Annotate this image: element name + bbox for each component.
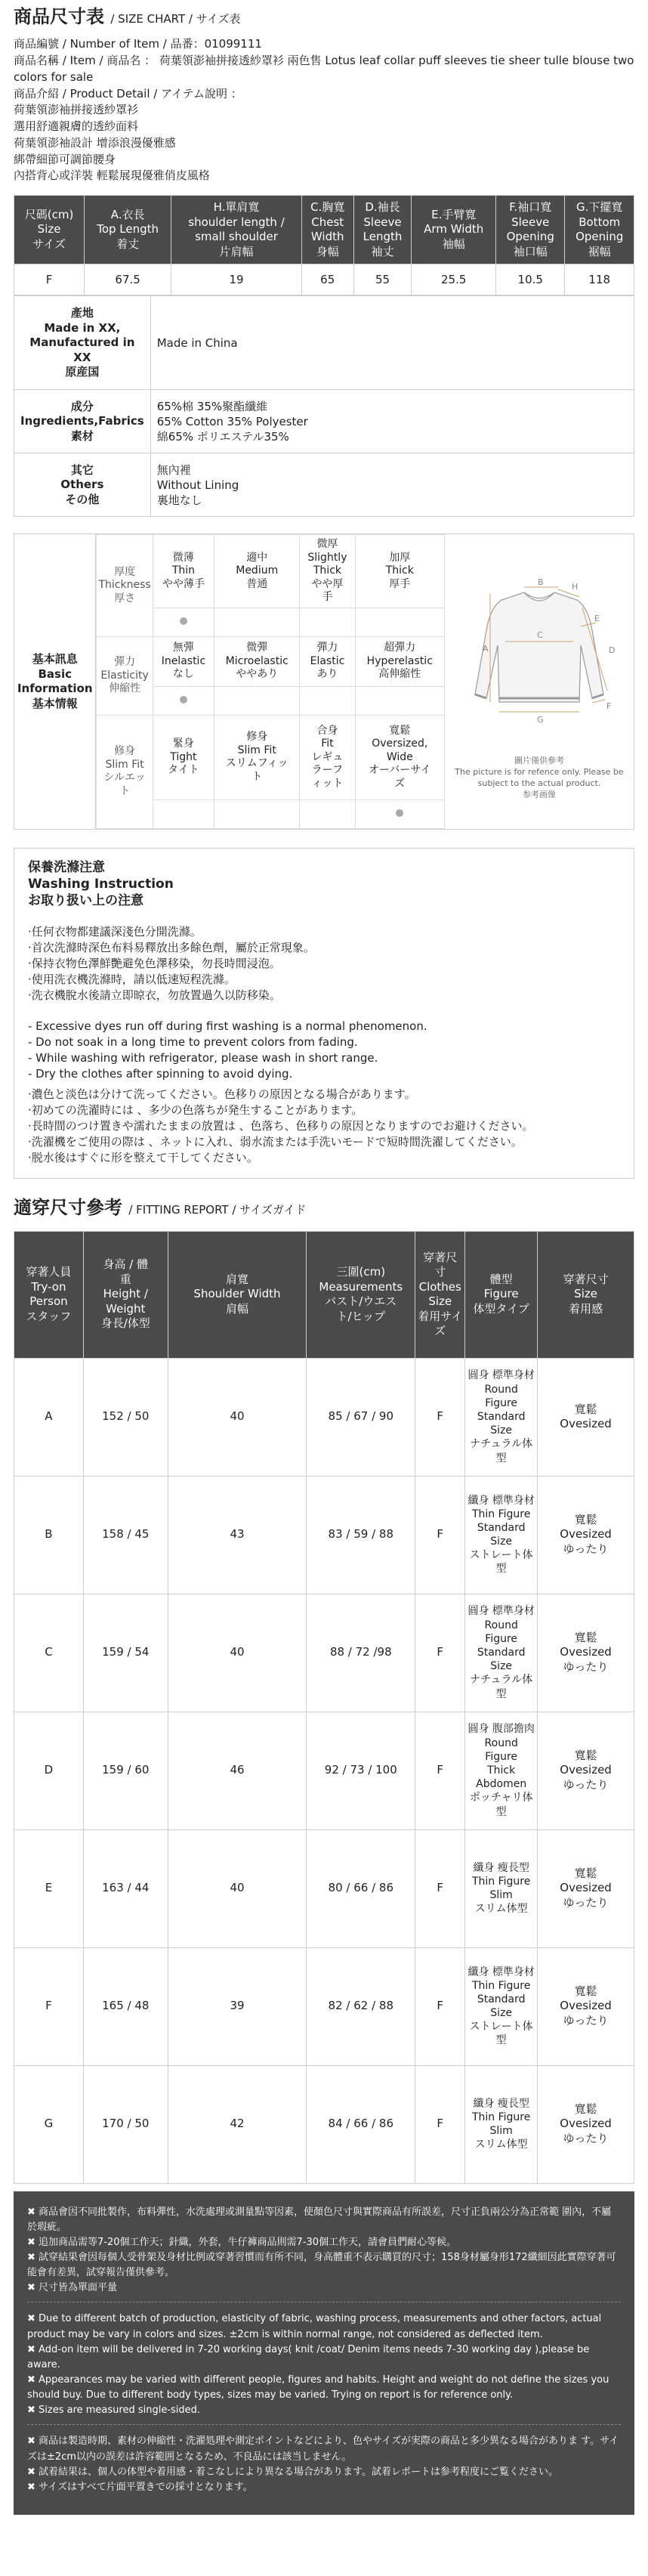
page bbox=[0, 5, 648, 2530]
diagram-letter-a: A bbox=[483, 644, 489, 654]
diagram-letter-c: C bbox=[537, 630, 543, 641]
other-value: 無內裡 Without Lining 裏地なし bbox=[150, 453, 634, 517]
note-line: ✖ Due to different batch of production, elasticity of fabric, washing process, measurements and other factors, actual product may be vary in colors and sizes. ±2cm is within normal range, not considered as deflected item. bbox=[27, 2313, 602, 2340]
figure-cell: 纖身 標準身材 Thin Figure Standard Size ストレート体 型 bbox=[465, 1476, 538, 1594]
size-table bbox=[14, 195, 634, 295]
washing-ja bbox=[28, 1087, 620, 1166]
figure-cell: 纖身 瘦長型 Thin Figure Slim スリム体型 bbox=[465, 2065, 538, 2183]
washing-en bbox=[28, 1019, 620, 1082]
fit-feel-header: 穿著尺寸 Size 着用感 bbox=[538, 1231, 634, 1358]
note-line: ✖ 追加商品需等7-20個工作天；針織，外套，牛仔褲商品則需7-30個工作天，請會員們耐心等候。 bbox=[27, 2236, 457, 2248]
shoulder-width-cell: 46 bbox=[168, 1712, 307, 1829]
sweater-diagram-icon bbox=[452, 562, 626, 751]
fit-indicator bbox=[300, 799, 355, 828]
diagram-letter-b: B bbox=[538, 577, 544, 588]
elasticity-indicator bbox=[153, 686, 214, 715]
fit-feel-cell: 寬鬆 Ovesized ゆったり bbox=[538, 1594, 634, 1712]
thickness-option-thin: 微薄 Thin やや薄手 bbox=[153, 535, 214, 608]
try-on-person-header: 穿著人員 Try-on Person スタッフ bbox=[14, 1231, 84, 1358]
basic-info-label: 基本訊息 Basic Information 基本情報 bbox=[14, 534, 96, 829]
product-detail-line: 荷葉領澎袖拼接透紗罩衫 bbox=[14, 103, 139, 117]
clothes-size-cell: F bbox=[415, 2065, 465, 2183]
elasticity-row bbox=[97, 636, 445, 686]
fit-option-tight: 緊身 Tight タイト bbox=[153, 715, 214, 799]
washing-line: ‧洗濯機をご使用の際は 、ネットに入れ、弱水流または手洗いモードで短時間洗濯してください。 bbox=[28, 1135, 523, 1149]
shoulder-width-cell: 40 bbox=[168, 1358, 307, 1476]
washing-line: ‧洗衣機脫水後請立即晾衣，勿放置過久以防移染。 bbox=[28, 988, 281, 1003]
shoulder-width-cell: 40 bbox=[168, 1829, 307, 1947]
shoulder-width-cell: 43 bbox=[168, 1476, 307, 1594]
product-detail-line: 荷葉領澎袖設計 增添浪漫優雅感 bbox=[14, 135, 176, 150]
fit-row bbox=[97, 715, 445, 799]
fitting-table bbox=[14, 1231, 634, 2184]
try-on-person-cell: A bbox=[14, 1358, 84, 1476]
origin-row bbox=[14, 296, 634, 390]
thickness-indicator bbox=[300, 608, 355, 636]
size-table-row bbox=[14, 264, 634, 295]
size-chart-title bbox=[14, 5, 634, 29]
shoulder-width-header: 肩寬 Shoulder Width 肩幅 bbox=[168, 1231, 307, 1358]
figure-cell: 圓身 腹部擔肉 Round Figure Thick Abdomen ポッチャリ体 型 bbox=[465, 1712, 538, 1829]
washing-line: ‧保持衣物色澤鮮艷避免色澤移染，勿長時間浸泡。 bbox=[28, 957, 281, 971]
height-weight-cell: 165 / 48 bbox=[83, 1947, 168, 2065]
fit-feel-cell: 寬鬆 Ovesized ゆったり bbox=[538, 1829, 634, 1947]
washing-line: ‧長時間のつけ置きや濡れたままの放置は 、色落ち、色移りの原因となりますのでお避けください。 bbox=[28, 1119, 534, 1133]
fitting-table-body bbox=[14, 1358, 634, 2183]
attribute-table bbox=[96, 534, 445, 829]
sleeve-length-col-header: D.袖長 Sleeve Length 袖丈 bbox=[353, 196, 412, 264]
clothes-size-cell: F bbox=[415, 1476, 465, 1594]
thickness-indicator bbox=[153, 608, 214, 636]
clothes-size-header: 穿著尺 寸 Clothes Size 着用サイ ズ bbox=[415, 1231, 465, 1358]
height-weight-cell: 158 / 45 bbox=[83, 1476, 168, 1594]
measurements-cell: 88 / 72 /98 bbox=[307, 1594, 415, 1712]
height-weight-cell: 159 / 54 bbox=[83, 1594, 168, 1712]
fitting-report-title bbox=[14, 1195, 634, 1220]
washing-line: ‧初めての洗濯時には 、多少の色落ちが発生することがあります。 bbox=[28, 1103, 363, 1118]
product-number: 商品編號 / Number of Item / 品番：01099111 bbox=[14, 37, 262, 51]
washing-line: - Dry the clothes after spinning to avoid dying. bbox=[28, 1067, 293, 1081]
figure-cell: 纖身 瘦長型 Thin Figure Slim スリム体型 bbox=[465, 1829, 538, 1947]
fit-feel-cell: 寬鬆 Ovesized ゆったり bbox=[538, 1476, 634, 1594]
bottom-opening-col-header: G.下擺寬 Bottom Opening 裾幅 bbox=[565, 196, 634, 264]
fitting-row bbox=[14, 1947, 634, 2065]
shoulder-col-header: H.單肩寬 shoulder length / small shoulder 片肩幅 bbox=[171, 196, 302, 264]
notes-box bbox=[14, 2191, 634, 2515]
diagram-letter-f: F bbox=[606, 701, 612, 712]
washing-line: ‧使用洗衣機洗滌時，請以低速短程洗滌。 bbox=[28, 973, 236, 987]
shoulder-width-cell: 40 bbox=[168, 1594, 307, 1712]
figure-cell: 圓身 標準身材 Round Figure Standard Size ナチュラル体 型 bbox=[465, 1358, 538, 1476]
measurements-cell: 80 / 66 / 86 bbox=[307, 1829, 415, 1947]
top-length-cell: 67.5 bbox=[85, 264, 171, 295]
washing-instruction-box bbox=[14, 848, 634, 1179]
try-on-person-cell: E bbox=[14, 1829, 84, 1947]
sleeve-length-cell: 55 bbox=[353, 264, 412, 295]
notes-en bbox=[27, 2302, 621, 2425]
elasticity-option-microelastic: 微彈 Microelastic ややあり bbox=[214, 636, 300, 686]
diagram-letter-d: D bbox=[609, 645, 616, 656]
fitting-title-main: 適穿尺寸參考 bbox=[14, 1197, 122, 1219]
height-weight-cell: 163 / 44 bbox=[83, 1829, 168, 1947]
fabric-label: 成分 Ingredients,Fabrics 素材 bbox=[14, 390, 151, 453]
note-line: ✖ 尺寸皆為單面平量 bbox=[27, 2282, 118, 2294]
figure-cell: 圓身 標準身材 Round Figure Standard Size ナチュラル体 型 bbox=[465, 1594, 538, 1712]
notes-zh bbox=[27, 2196, 621, 2303]
size-chart-title-sub: / SIZE CHART / サイズ表 bbox=[110, 12, 241, 26]
washing-title: 保養洗滌注意 Washing Instruction お取り扱い上の注意 bbox=[28, 859, 174, 909]
thickness-indicator bbox=[355, 608, 444, 636]
try-on-person-cell: F bbox=[14, 1947, 84, 2065]
fit-feel-cell: 寬鬆 Ovesized ゆったり bbox=[538, 2065, 634, 2183]
diagram-letter-e: E bbox=[594, 614, 600, 624]
elasticity-indicator bbox=[214, 686, 300, 715]
elasticity-option-inelastic: 無彈 Inelastic なし bbox=[153, 636, 214, 686]
fitting-row bbox=[14, 1829, 634, 1947]
measurement-diagram bbox=[445, 534, 634, 829]
fitting-row bbox=[14, 1358, 634, 1476]
measurements-cell: 82 / 62 / 88 bbox=[307, 1947, 415, 2065]
arm-width-cell: 25.5 bbox=[412, 264, 496, 295]
product-detail-line: 選用舒適親膚的透紗面料 bbox=[14, 119, 139, 134]
height-weight-cell: 159 / 60 bbox=[83, 1712, 168, 1829]
fit-option-slim-fit: 修身 Slim Fit スリムフィッ ト bbox=[214, 715, 300, 799]
origin-label: 產地 Made in XX, Manufactured in XX 原産国 bbox=[14, 296, 151, 390]
washing-line: - Excessive dyes run off during first washing is a normal phenomenon. bbox=[28, 1019, 427, 1034]
washing-line: - Do not soak in a long time to prevent colors from fading. bbox=[28, 1035, 358, 1050]
selected-dot-icon bbox=[396, 809, 403, 817]
try-on-person-cell: B bbox=[14, 1476, 84, 1594]
height-weight-cell: 152 / 50 bbox=[83, 1358, 168, 1476]
fit-label: 修身 Slim Fit シルエッ ト bbox=[97, 715, 153, 828]
height-weight-cell: 170 / 50 bbox=[83, 2065, 168, 2183]
fitting-row bbox=[14, 1712, 634, 1829]
notes-ja bbox=[27, 2425, 621, 2501]
sleeve-opening-col-header: F.袖口寬 Sleeve Opening 袖口幅 bbox=[496, 196, 565, 264]
chest-col-header: C.胸寬 Chest Width 身幅 bbox=[301, 196, 353, 264]
fit-indicator bbox=[355, 799, 444, 828]
fit-indicator bbox=[214, 799, 300, 828]
elasticity-label: 彈力 Elasticity 伸縮性 bbox=[97, 636, 153, 715]
fit-option-fit: 合身 Fit レギュ ラーフ ィット bbox=[300, 715, 355, 799]
product-detail-label: 商品介紹 / Product Detail / アイテム說明 ： bbox=[14, 86, 242, 101]
figure-cell: 纖身 標準身材 Thin Figure Standard Size ストレート体 型 bbox=[465, 1947, 538, 2065]
fit-feel-cell: 寬鬆 Ovesized bbox=[538, 1358, 634, 1476]
origin-value: Made in China bbox=[150, 296, 634, 390]
product-info bbox=[14, 36, 634, 184]
washing-line: ‧首次洗滌時深色布料易釋放出多餘色劑，屬於正常現象。 bbox=[28, 941, 315, 955]
clothes-size-cell: F bbox=[415, 1594, 465, 1712]
note-line: ✖ 商品會因不同批製作，布料彈性，水洗處理或測量點等因素，使顏色尺寸與實際商品有所誤差，尺寸正負兩公分為正常範 圍內，不屬於瑕疵。 bbox=[27, 2206, 612, 2233]
note-line: ✖ 試着結果は、個人の体型や着用感・着こなしにより異なる場合があります。試着レポートは参考程度にご覧ください。 bbox=[27, 2466, 558, 2478]
try-on-person-cell: G bbox=[14, 2065, 84, 2183]
shoulder-cell: 19 bbox=[171, 264, 302, 295]
product-detail-line: 內搭背心或洋裝 輕鬆展現優雅俏皮風格 bbox=[14, 169, 210, 183]
height-weight-header: 身高 / 體 重 Height / Weight 身長/体型 bbox=[83, 1231, 168, 1358]
clothes-size-cell: F bbox=[415, 1947, 465, 2065]
bottom-opening-cell: 118 bbox=[565, 264, 634, 295]
fitting-row bbox=[14, 1476, 634, 1594]
elasticity-option-elastic: 彈力 Elastic あり bbox=[300, 636, 355, 686]
product-detail-line: 綁帶細節可調節腰身 bbox=[14, 152, 116, 166]
washing-zh bbox=[28, 924, 620, 1003]
shoulder-width-cell: 42 bbox=[168, 2065, 307, 2183]
washing-line: ‧濃色と淡色は分けて洗ってください。色移りの原因となる場合があります。 bbox=[28, 1087, 416, 1102]
shoulder-width-cell: 39 bbox=[168, 1947, 307, 2065]
thickness-row bbox=[97, 535, 445, 608]
fit-feel-cell: 寬鬆 Ovesized ゆったり bbox=[538, 1947, 634, 2065]
basic-info-section bbox=[14, 533, 634, 830]
chest-cell: 65 bbox=[301, 264, 353, 295]
washing-line: ‧脱水後はすぐに形を整えて干してください。 bbox=[28, 1151, 258, 1165]
fit-indicator bbox=[153, 799, 214, 828]
clothes-size-cell: F bbox=[415, 1358, 465, 1476]
size-chart-title-main: 商品尺寸表 bbox=[14, 6, 104, 27]
elasticity-indicator bbox=[355, 686, 444, 715]
figure-header: 體型 Figure 体型タイプ bbox=[465, 1231, 538, 1358]
top-length-col-header: A.衣長 Top Length 着丈 bbox=[85, 196, 171, 264]
fabric-value: 65%棉 35%聚酯纖維 65% Cotton 35% Polyester 綿65% ポリエステル35% bbox=[150, 390, 634, 453]
fit-option-oversized: 寬鬆 Oversized, Wide オーバーサイ ズ bbox=[355, 715, 444, 799]
thickness-option-thick: 加厚 Thick 厚手 bbox=[355, 535, 444, 608]
size-table-header-row bbox=[14, 196, 634, 264]
thickness-label: 厚度 Thickness 厚さ bbox=[97, 535, 153, 637]
washing-line: - While washing with refrigerator, please wash in short range. bbox=[28, 1051, 378, 1065]
fitting-row bbox=[14, 1594, 634, 1712]
elasticity-option-hyperelastic: 超彈力 Hyperelastic 高伸縮性 bbox=[355, 636, 444, 686]
note-line: ✖ Add-on item will be delivered in 7-20 working days( knit /coat/ Denim items needs 7-30 working day ),please be aware. bbox=[27, 2343, 590, 2370]
note-line: ✖ Appearances may be varied with different people, figures and habits. Height and weight do not define the sizes you should buy. Due to different body types, sizes may be varied. Trying on report is for reference only. bbox=[27, 2373, 609, 2401]
other-row bbox=[14, 453, 634, 517]
note-line: ✖ Sizes are measured single-sided. bbox=[27, 2404, 201, 2417]
diagram-note: 圖片僅供參考 The picture is for refence only. Please be subject to the actual product. 参考画像 bbox=[455, 756, 624, 799]
selected-dot-icon bbox=[180, 696, 187, 704]
fit-feel-cell: 寬鬆 Ovesized ゆったり bbox=[538, 1712, 634, 1829]
elasticity-indicator bbox=[300, 686, 355, 715]
size-cell: F bbox=[14, 264, 85, 295]
fitting-row bbox=[14, 2065, 634, 2183]
try-on-person-cell: D bbox=[14, 1712, 84, 1829]
measurements-cell: 92 / 73 / 100 bbox=[307, 1712, 415, 1829]
fitting-header-row bbox=[14, 1231, 634, 1358]
thickness-option-medium: 適中 Medium 普通 bbox=[214, 535, 300, 608]
product-name: 商品名稱 / Item / 商品名 ： 荷葉領澎袖拼接透紗罩衫 兩色售 Lotus leaf collar puff sleeves tie sheer tulle blouse two colors for sale bbox=[14, 54, 634, 84]
note-line: ✖ サイズはすべて片面平置きでの採寸となります。 bbox=[27, 2481, 253, 2493]
clothes-size-cell: F bbox=[415, 1829, 465, 1947]
thickness-indicator bbox=[214, 608, 300, 636]
fitting-title-sub: / FITTING REPORT / サイズガイド bbox=[128, 1203, 307, 1217]
diagram-letter-g: G bbox=[537, 715, 544, 725]
sleeve-opening-cell: 10.5 bbox=[496, 264, 565, 295]
diagram-letter-h: H bbox=[572, 582, 579, 592]
fabric-row bbox=[14, 390, 634, 453]
size-col-header: 尺碼(cm) Size サイズ bbox=[14, 196, 85, 264]
measurements-cell: 84 / 66 / 86 bbox=[307, 2065, 415, 2183]
arm-width-col-header: E.手臂寬 Arm Width 袖幅 bbox=[412, 196, 496, 264]
washing-line: ‧任何衣物都建議深淺色分開洗滌。 bbox=[28, 925, 202, 939]
note-line: ✖ 商品は製造時期、素材の伸縮性・洗濯処理や測定ポイントなどにより、色やサイズが実際の商品と多少異なる場合がありま す。サイズは±2cm以内の誤差は許容範囲となるため、不良品には該当しません。 bbox=[27, 2435, 619, 2463]
clothes-size-cell: F bbox=[415, 1712, 465, 1829]
other-label: 其它 Others その他 bbox=[14, 453, 151, 517]
detail-table bbox=[14, 295, 634, 517]
measurements-cell: 85 / 67 / 90 bbox=[307, 1358, 415, 1476]
selected-dot-icon bbox=[180, 617, 187, 625]
measurements-cell: 83 / 59 / 88 bbox=[307, 1476, 415, 1594]
try-on-person-cell: C bbox=[14, 1594, 84, 1712]
note-line: ✖ 試穿結果會因每個人受骨架及身材比例或穿著習慣而有所不同，身高體重不表示購買的尺寸；158身材屬身形172纖細因此實際穿著可能會有差異，試穿報告僅供參考。 bbox=[27, 2251, 616, 2279]
thickness-option-slightly-thick: 微厚 Slightly Thick やや厚 手 bbox=[300, 535, 355, 608]
measurements-header: 三圍(cm) Measurements バスト/ウエス ト/ヒップ bbox=[307, 1231, 415, 1358]
